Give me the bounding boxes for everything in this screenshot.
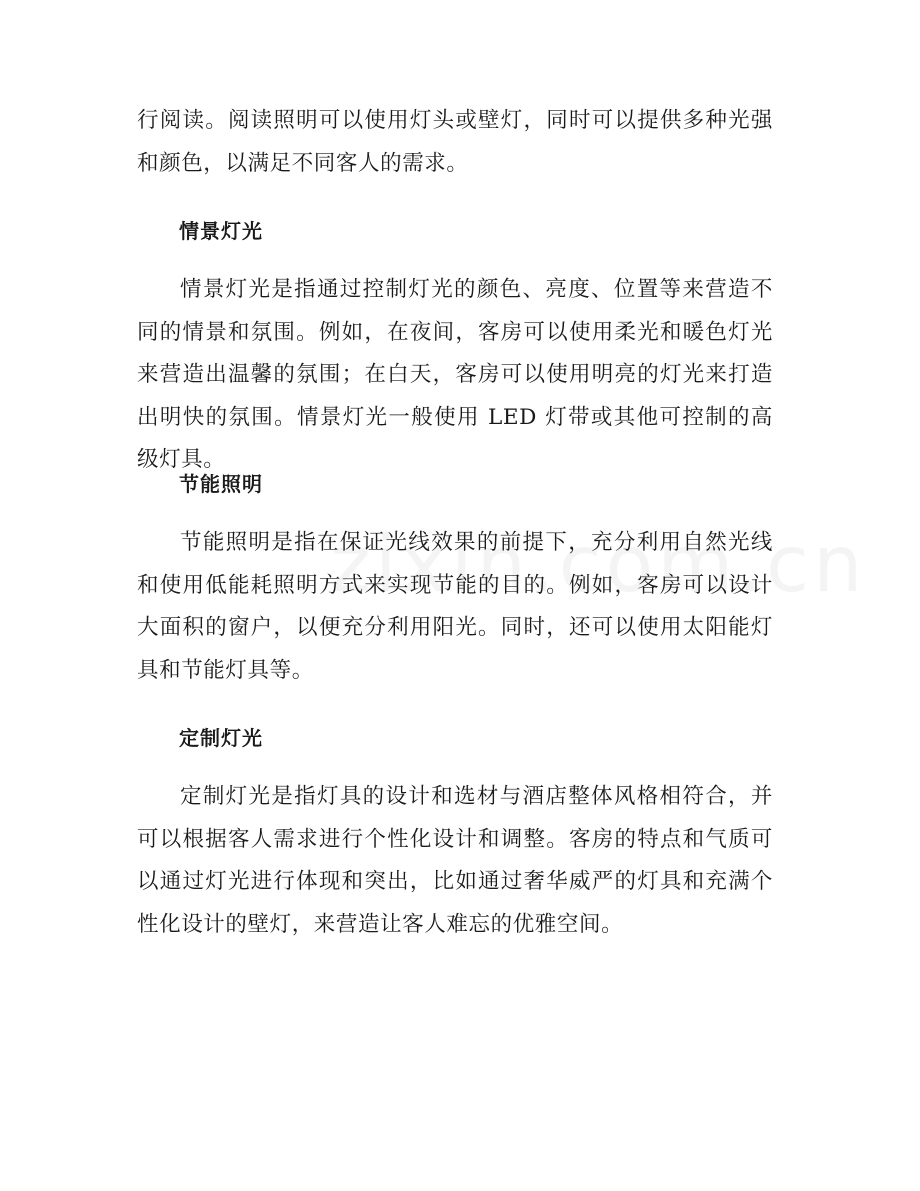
section-heading-custom-lighting: 定制灯光: [179, 726, 263, 750]
section-heading-energy-saving: 节能照明: [179, 472, 263, 496]
section-heading-scene-lighting: 情景灯光: [179, 219, 263, 243]
section-body-energy-saving: 节能照明是指在保证光线效果的前提下，充分利用自然光线和使用低能耗照明方式来实现节能的目的。例如，客房可以设计大面积的窗户，以便充分利用阳光。同时，还可以使用太阳能灯具和节能灯具等。: [137, 530, 773, 683]
section-body-custom-lighting: 定制灯光是指灯具的设计和选材与酒店整体风格相符合，并可以根据客人需求进行个性化设计和调整。客房的特点和气质可以通过灯光进行体现和突出，比如通过奢华威严的灯具和充满个性化设计的壁灯，来营造让客人难忘的优雅空间。: [137, 784, 773, 937]
intro-paragraph: 行阅读。阅读照明可以使用灯头或壁灯，同时可以提供多种光强和颜色，以满足不同客人的需求。: [137, 108, 773, 176]
section-body-scene-lighting: 情景灯光是指通过控制灯光的颜色、亮度、位置等来营造不同的情景和氛围。例如，在夜间，客房可以使用柔光和暖色灯光来营造出温馨的氛围；在白天，客房可以使用明亮的灯光来打造出明快的氛围。情景灯光一般使用 LED 灯带或其他可控制的高级灯具。: [137, 277, 773, 472]
